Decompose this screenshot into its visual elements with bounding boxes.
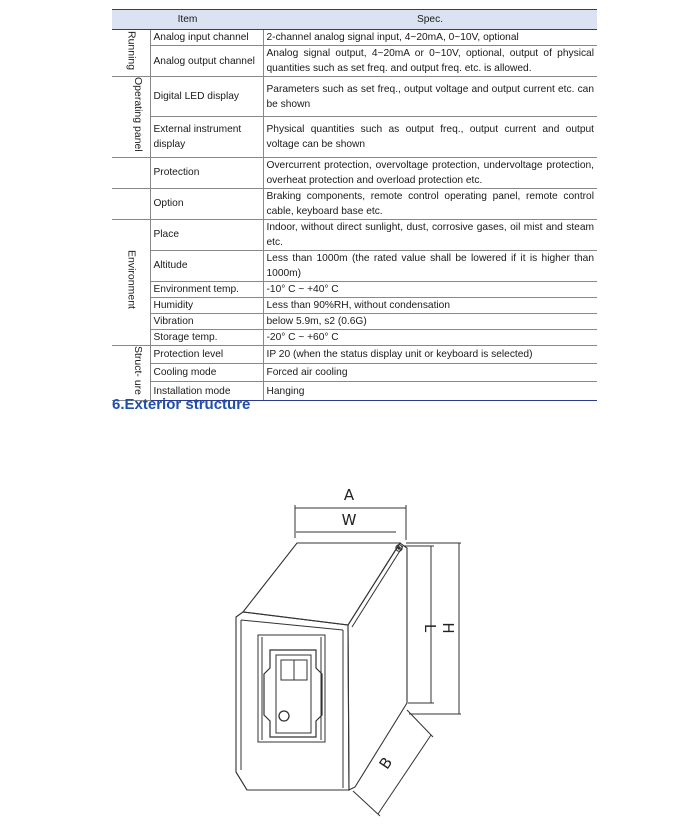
group-operating-panel: Operating panel [112,77,150,158]
housing-side-face [348,543,407,790]
housing-front-top-inner [241,620,343,630]
housing-top-face [243,543,400,625]
row-item: Analog output channel [150,46,263,77]
mount-hole-center [398,547,400,549]
row-spec: Analog signal output, 4~20mA or 0~10V, optional, output of physical quantities such as set freq. and output freq. etc. is allowed. [263,46,597,77]
front-panel-frame [258,635,325,742]
row-spec: Hanging [263,382,597,400]
dim-b-line [375,735,431,814]
row-item: Place [150,219,263,250]
row-spec: Physical quantities such as output freq., output current and output voltage can be shown [263,117,597,157]
row-item: Digital LED display [150,77,263,117]
section-title: 6.Exterior structure [112,396,251,413]
row-spec: Forced air cooling [263,364,597,382]
row-spec: -20° C ~ +60° C [263,329,597,345]
row-item: Vibration [150,313,263,329]
row-item: Analog input channel [150,30,263,46]
group-running: Running [112,30,150,77]
dim-label-h: H [439,622,457,634]
row-spec: IP 20 (when the status display unit or keyboard is selected) [263,345,597,363]
row-item: Altitude [150,250,263,281]
dim-label-l: L [421,623,439,633]
group-structure: Struct- ure [112,345,150,400]
dim-label-a: A [343,486,355,504]
housing-edge-inner [352,546,403,627]
row-spec: below 5.9m, s2 (0.6G) [263,313,597,329]
group-environment: Environment [112,219,150,345]
row-spec: 2-channel analog signal input, 4~20mA, 0~10V, optional [263,30,597,46]
knob-icon [279,711,289,721]
row-item: Protection [150,157,263,188]
housing-front-face [236,612,349,790]
row-item: Humidity [150,297,263,313]
row-item: External instrument display [150,117,263,157]
dim-b-ext-bottom [353,791,380,816]
row-item: Cooling mode [150,364,263,382]
header-item: Item [112,10,263,30]
keypad-housing [264,650,322,737]
row-item: Storage temp. [150,329,263,345]
row-spec: Overcurrent protection, overvoltage protection, undervoltage protection, overheat protection and overload protection etc. [263,157,597,188]
row-spec: Parameters such as set freq., output voltage and output current etc. can be shown [263,77,597,117]
dim-label-b: B [375,753,397,773]
header-spec: Spec. [263,10,597,30]
dim-label-w: W [341,511,357,529]
row-item: Installation mode [150,382,263,400]
row-item: Option [150,188,263,219]
row-spec: Braking components, remote control operating panel, remote control cable, keyboard base etc. [263,188,597,219]
row-spec: -10° C ~ +40° C [263,281,597,297]
row-item: Environment temp. [150,281,263,297]
row-spec: Less than 1000m (the rated value shall be lowered if it is higher than 1000m) [263,250,597,281]
row-item: Protection level [150,345,263,363]
row-spec: Less than 90%RH, without condensation [263,297,597,313]
row-spec: Indoor, without direct sunlight, dust, corrosive gases, oil mist and steam etc. [263,219,597,250]
